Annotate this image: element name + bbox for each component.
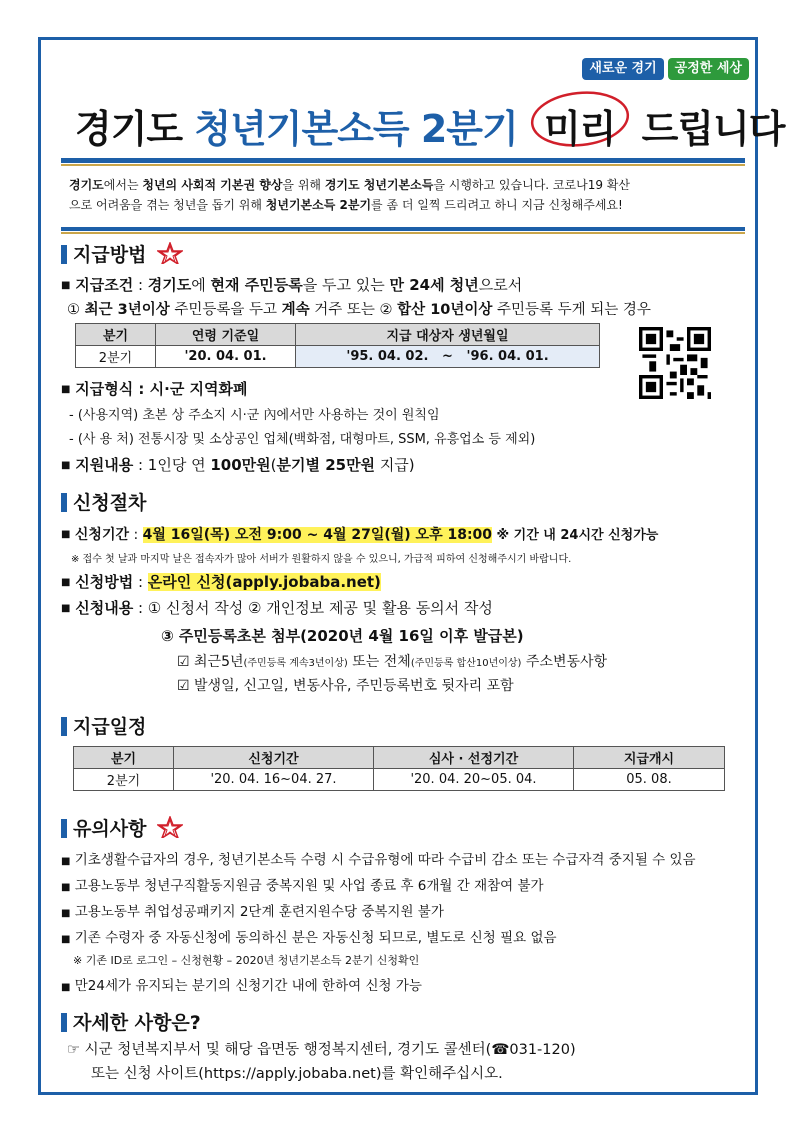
title-prefix: 경기도 bbox=[75, 107, 183, 151]
bullet-icon: ■ bbox=[61, 856, 71, 867]
checkbox-icon: ☑ bbox=[177, 678, 190, 694]
form-value: : 시·군 지역화폐 bbox=[133, 380, 248, 398]
support-p0: : 1인당 연 bbox=[133, 456, 211, 474]
title-highlight: 청년기본소득 2분기 bbox=[194, 107, 518, 151]
age-td-basedate: '20. 04. 01. bbox=[156, 346, 296, 368]
section-procedure bbox=[61, 488, 146, 515]
section-bar-icon bbox=[61, 493, 67, 512]
details-text2: 또는 신청 사이트(https://apply.jobaba.net)를 확인해주십시오. bbox=[91, 1066, 503, 1082]
support-label: 지원내용 bbox=[75, 456, 134, 474]
age-th-basedate: 연령 기준일 bbox=[156, 324, 296, 346]
details-text1: 시군 청년복지부서 및 해당 읍면동 행정복지센터, 경기도 콜센터(☎031-120) bbox=[84, 1042, 576, 1058]
section-notes bbox=[61, 814, 183, 841]
cond-p2: 에 bbox=[191, 276, 211, 294]
cond-p0: : bbox=[133, 276, 148, 294]
procedure-content bbox=[61, 597, 493, 618]
cond-p1: 경기도 bbox=[147, 276, 192, 294]
intro-l2p0: 으로 어려움을 겪는 청년을 돕기 위해 bbox=[69, 198, 266, 212]
slogan-badges bbox=[582, 58, 749, 80]
cond2-p4: 거주 또는 ② bbox=[309, 302, 398, 318]
form-sub-area: - (사용지역) 초본 상 주소지 시·군 內에서만 사용하는 것이 원칙임 bbox=[69, 408, 440, 423]
checkbox-icon: ☑ bbox=[177, 654, 190, 670]
page-title bbox=[75, 98, 784, 153]
note-text: 기초생활수급자의 경우, 청년기본소득 수령 시 수급유형에 따라 수급비 감소 또는 수급자격 중지될 수 있음 bbox=[74, 852, 696, 868]
title-circled bbox=[534, 98, 625, 153]
note-text: 고용노동부 청년구직활동지원금 중복지원 및 사업 종료 후 6개월 간 재참여 불가 bbox=[74, 878, 544, 894]
sched-th-quarter: 분기 bbox=[74, 747, 174, 769]
intro-p2: 청년의 사회적 기본권 향상 bbox=[142, 178, 283, 192]
support-p1: 100만원 bbox=[210, 456, 271, 474]
cond-p3: 현재 주민등록 bbox=[210, 276, 303, 294]
bullet-icon: ■ bbox=[61, 882, 71, 893]
bullet-icon: ■ bbox=[61, 982, 71, 993]
qr-code-icon[interactable] bbox=[639, 327, 711, 399]
section-bar-icon bbox=[61, 819, 67, 838]
slogan-new-gyeonggi: 새로운 경기 bbox=[582, 58, 663, 80]
note-sub: ※ 기존 ID로 로그인 – 신청현황 – 2020년 청년기본소득 2분기 신청확인 bbox=[73, 954, 420, 967]
check1-p5: 주소변동사항 bbox=[521, 654, 608, 670]
cond-p4: 을 두고 있는 bbox=[302, 276, 390, 294]
cond2-p6: 주민등록 두게 되는 경우 bbox=[492, 302, 651, 318]
slogan-fair-world: 공정한 세상 bbox=[668, 58, 749, 80]
section-bar-icon bbox=[61, 717, 67, 736]
intro-text bbox=[69, 175, 741, 215]
note-item bbox=[61, 900, 444, 920]
intro-p4: 경기도 청년기본소득 bbox=[324, 178, 434, 192]
check2-text: 발생일, 신고일, 변동사유, 주민등록번호 뒷자리 포함 bbox=[194, 678, 514, 694]
note-item bbox=[61, 926, 557, 946]
details-line1 bbox=[67, 1038, 576, 1059]
section-bar-icon bbox=[61, 245, 67, 264]
age-th-quarter: 분기 bbox=[76, 324, 156, 346]
note-item bbox=[61, 974, 422, 994]
apply-link[interactable]: 온라인 신청(apply.jobaba.net) bbox=[147, 573, 381, 591]
section-details bbox=[61, 1008, 201, 1035]
check1-p1: (주민등록 계속3년이상) bbox=[243, 658, 348, 669]
cond-p6: 으로서 bbox=[478, 276, 523, 294]
age-td-quarter: 2분기 bbox=[76, 346, 156, 368]
bullet-icon: ■ bbox=[61, 460, 71, 471]
content-check1 bbox=[177, 651, 607, 671]
sched-td-review: '20. 04. 20~05. 04. bbox=[374, 769, 574, 791]
bullet-icon: ■ bbox=[61, 384, 71, 395]
procedure-period: ■ 신청기간 : 4월 16일(목) 오전 9:00 ~ 4월 27일(월) 오후 18:00 ※ 기간 내 24시간 신청가능 bbox=[61, 527, 659, 543]
period-note: ※ 기간 내 24시간 신청가능 bbox=[496, 528, 659, 543]
intro-p3: 을 위해 bbox=[282, 178, 325, 192]
content-line1: : ① 신청서 작성 ② 개인정보 제공 및 활용 동의서 작성 bbox=[133, 599, 493, 617]
section-details-title: 자세한 사항은? bbox=[73, 1012, 201, 1034]
sched-td-apply: '20. 04. 16~04. 27. bbox=[174, 769, 374, 791]
method-form bbox=[61, 378, 248, 399]
intro-l2p2: 를 좀 더 일찍 드리려고 하니 지금 신청해주세요! bbox=[371, 198, 623, 212]
cond2-p2: 주민등록을 두고 bbox=[169, 302, 282, 318]
check1-p0: 최근5년 bbox=[194, 654, 244, 670]
support-p4: 지급) bbox=[375, 456, 415, 474]
note-text: 기존 수령자 중 자동신청에 동의하신 분은 자동신청 되므로, 별도로 신청 필요 없음 bbox=[74, 930, 557, 946]
cond2-p1: 최근 3년이상 bbox=[84, 302, 170, 318]
title-circled-text: 미리 bbox=[543, 107, 616, 151]
sched-td-pay: 05. 08. bbox=[574, 769, 725, 791]
cond-p5: 만 24세 청년 bbox=[389, 276, 479, 294]
period-value: 4월 16일(목) 오전 9:00 ~ 4월 27일(월) 오후 18:00 bbox=[142, 527, 493, 543]
age-td-birth: '95. 04. 02. ~ '96. 04. 01. bbox=[296, 346, 600, 368]
divider-intro bbox=[61, 227, 745, 231]
section-notes-title: 유의사항 bbox=[73, 818, 147, 840]
age-table bbox=[75, 323, 600, 368]
star-scribble-icon bbox=[157, 816, 183, 838]
intro-p5: 을 시행하고 있습니다. 코로나19 확산 bbox=[433, 178, 630, 192]
period-label: 신청기간 bbox=[74, 527, 130, 543]
method-condition bbox=[61, 274, 522, 295]
note-item bbox=[61, 874, 544, 894]
cond2-p5: 합산 10년이상 bbox=[397, 302, 493, 318]
section-method bbox=[61, 240, 183, 267]
bullet-icon: ■ bbox=[61, 529, 71, 540]
pointing-hand-icon: ☞ bbox=[67, 1042, 80, 1058]
form-label: 지급형식 bbox=[75, 380, 134, 398]
support-p2: ( bbox=[270, 456, 277, 474]
intro-l2p1: 청년기본소득 2분기 bbox=[265, 198, 372, 212]
section-bar-icon bbox=[61, 1013, 67, 1032]
bullet-icon: ■ bbox=[61, 280, 71, 291]
cond-label: 지급조건 bbox=[75, 276, 134, 294]
way-label: 신청방법 bbox=[75, 573, 134, 591]
bullet-icon: ■ bbox=[61, 603, 71, 614]
divider-top-gold bbox=[61, 164, 745, 166]
note-text: 만24세가 유지되는 분기의 신청기간 내에 한하여 신청 가능 bbox=[74, 978, 422, 994]
bullet-icon: ■ bbox=[61, 908, 71, 919]
bullet-icon: ■ bbox=[61, 934, 71, 945]
period-sub-note: ※ 접수 첫 날과 마지막 날은 접속자가 많아 서버가 원활하지 않을 수 있으니, 가급적 피하여 신청해주시기 바랍니다. bbox=[71, 554, 572, 565]
section-schedule-title: 지급일정 bbox=[73, 716, 147, 738]
content-label: 신청내용 bbox=[75, 599, 134, 617]
section-procedure-title: 신청절차 bbox=[73, 492, 147, 514]
sched-th-review: 심사 · 선정기간 bbox=[374, 747, 574, 769]
check1-p2: 또는 bbox=[347, 654, 384, 670]
check1-p3: 전체 bbox=[383, 654, 411, 670]
section-method-title: 지급방법 bbox=[73, 244, 147, 266]
content-line2: ③ 주민등록초본 첨부(2020년 4월 16일 이후 발급본) bbox=[161, 627, 524, 645]
intro-p1: 에서는 bbox=[103, 178, 143, 192]
note-text: 고용노동부 취업성공패키지 2단계 훈련지원수당 중복지원 불가 bbox=[74, 904, 444, 920]
form-sub-place: - (사 용 처) 전통시장 및 소상공인 업체(백화점, 대형마트, SSM, 유흥업소 등 제외) bbox=[69, 432, 536, 447]
schedule-table bbox=[73, 746, 725, 791]
method-condition-2 bbox=[67, 298, 651, 319]
sched-td-quarter: 2분기 bbox=[74, 769, 174, 791]
method-support bbox=[61, 454, 415, 475]
note-item bbox=[61, 848, 696, 868]
poster-frame bbox=[38, 37, 785, 1095]
star-scribble-icon bbox=[157, 242, 183, 264]
cond2-p3: 계속 bbox=[281, 302, 310, 318]
procedure-way: ■ 신청방법 : 온라인 신청(apply.jobaba.net) bbox=[61, 573, 381, 591]
intro-p0: 경기도 bbox=[69, 178, 104, 192]
support-p3: 분기별 25만원 bbox=[276, 456, 376, 474]
age-th-birth: 지급 대상자 생년월일 bbox=[296, 324, 600, 346]
check1-p4: (주민등록 합산10년이상) bbox=[410, 658, 522, 669]
section-schedule bbox=[61, 712, 146, 739]
sched-th-pay: 지급개시 bbox=[574, 747, 725, 769]
sched-th-apply: 신청기간 bbox=[174, 747, 374, 769]
content-check2 bbox=[177, 675, 514, 695]
divider-intro-gold bbox=[61, 232, 745, 234]
title-suffix: 드립니다 bbox=[641, 107, 785, 151]
bullet-icon: ■ bbox=[61, 577, 71, 588]
cond2-p0: ① bbox=[67, 302, 85, 318]
divider-top bbox=[61, 158, 745, 163]
